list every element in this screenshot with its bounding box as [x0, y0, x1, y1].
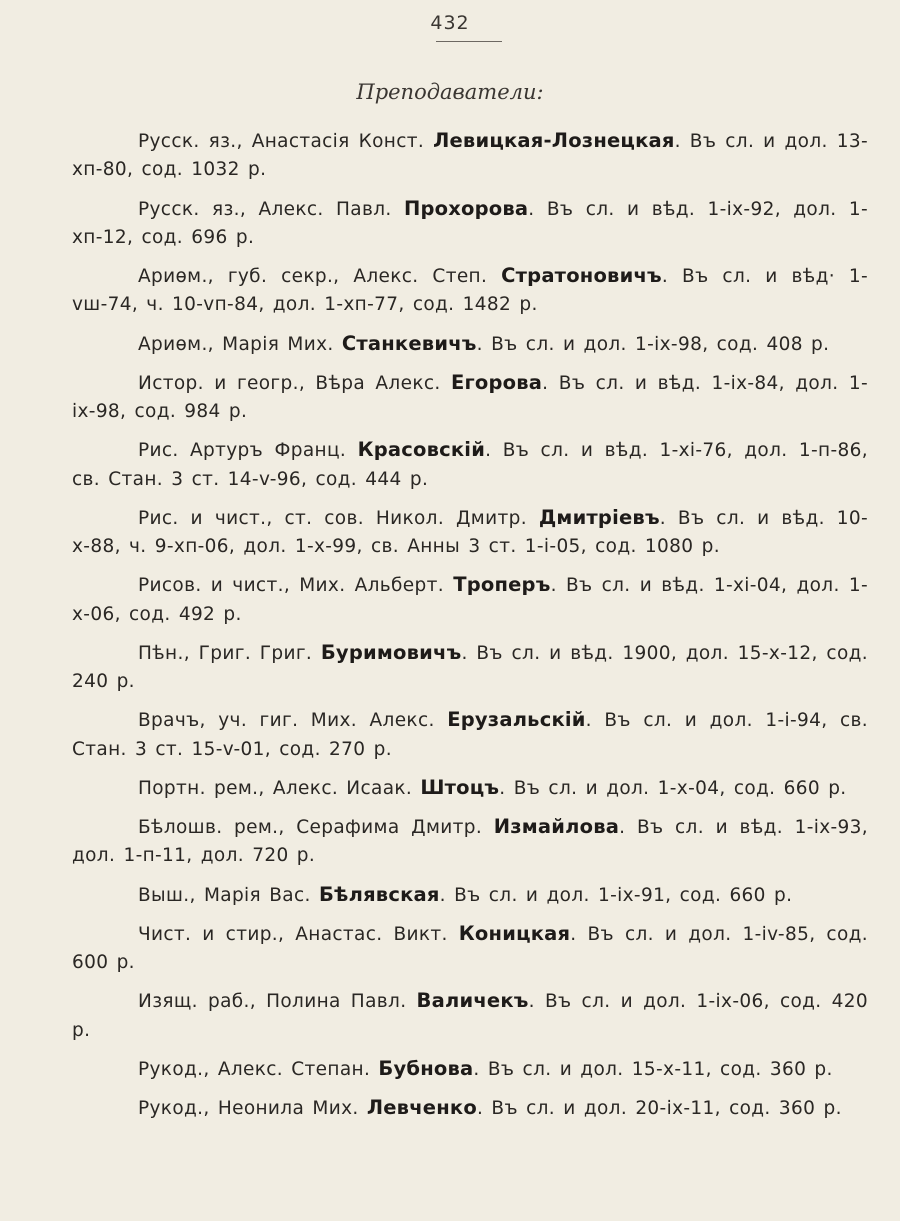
staff-entry [72, 195, 868, 252]
entry-surname: Дмитріевъ [538, 505, 660, 529]
entry-details: . Въ сл. и дол. 1-іх-98, сод. 408 р. [476, 333, 830, 355]
entry-surname: Коницкая [458, 921, 571, 945]
staff-entry [72, 504, 868, 561]
entry-surname: Станкевичъ [341, 331, 477, 355]
entry-details: . Въ сл. и дол. 13-хп-80, сод. 1032 р. [72, 131, 868, 181]
entry-details: . Въ сл. и вѣд. 1-хі-76, дол. 1-п-86, св. Стан. 3 ст. 14-v-96, сод. 444 р. [72, 440, 868, 490]
staff-entry [72, 436, 868, 493]
entry-description: Рис. Артуръ Франц. [138, 440, 347, 462]
section-heading: Преподаватели: [356, 80, 544, 104]
entry-description: Рис. и чист., ст. сов. Никол. Дмитр. [138, 507, 527, 529]
staff-entry [72, 774, 868, 803]
entry-description: Ариѳм., Марія Мих. [138, 333, 334, 355]
entry-details: . Въ сл. и вѣд· 1-vш-74, ч. 10-vп-84, дол. 1-хп-77, сод. 1482 р. [72, 266, 869, 316]
entry-surname: Буримовичъ [320, 640, 462, 664]
entry-description: Истор. и геогр., Вѣра Алекс. [138, 372, 441, 394]
entry-details: . Въ сл. и дол. 1-іv-85, сод. 600 р. [72, 923, 868, 974]
entry-details: . Въ сл. и вѣд. 1-хі-04, дол. 1-х-06, сод. 492 р. [72, 575, 869, 625]
staff-entry [72, 639, 868, 696]
entry-surname: Троперъ [453, 573, 551, 597]
entry-surname: Левченко [366, 1096, 477, 1120]
entry-details: . Въ сл. и вѣд. 1-іх-84, дол. 1-іх-98, сод. 984 р. [72, 372, 869, 422]
staff-entry [72, 881, 868, 910]
entry-surname: Ерузальскій [447, 708, 586, 732]
entry-description: Чист. и стир., Анастас. Викт. [138, 923, 448, 945]
staff-entry [72, 1094, 868, 1123]
entry-surname: Штоцъ [420, 775, 500, 799]
staff-entry [72, 369, 868, 426]
entry-description: Рисов. и чист., Мих. Альберт. [138, 575, 444, 597]
entry-surname: Стратоновичъ [501, 264, 662, 287]
entry-details: . Въ сл. и дол. 15-х-11, сод. 360 р. [473, 1058, 833, 1080]
entry-details: . Въ сл. и вѣд. 1-іх-93, дол. 1-п-11, дол. 720 р. [72, 817, 869, 867]
entry-surname: Прохорова [403, 196, 529, 220]
entry-description: Бѣлошв. рем., Серафима Дмитр. [138, 817, 483, 839]
entry-details: . Въ сл. и вѣд. 10-х-88, ч. 9-хп-06, дол. 1-х-99, св. Анны 3 ст. 1-і-05, сод. 1080 р. [72, 507, 868, 557]
entry-surname: Егорова [451, 370, 543, 394]
entry-description: Выш., Марія Вас. [138, 884, 311, 906]
staff-entry [72, 127, 868, 184]
entry-description: Пѣн., Григ. Григ. [138, 642, 313, 664]
entry-description: Рукод., Неонила Мих. [138, 1098, 359, 1120]
page-number: 432 [430, 12, 470, 34]
entry-surname: Бѣлявская [318, 882, 440, 906]
staff-entry [72, 571, 868, 628]
entry-details: . Въ сл. и дол. 1-х-04, сод. 660 р. [499, 777, 847, 799]
staff-entry [72, 987, 868, 1044]
entry-description: Портн. рем., Алекс. Исаак. [138, 777, 413, 799]
entry-surname: Валичекъ [416, 989, 529, 1013]
page-number-rule [436, 41, 502, 42]
entry-description: Ариѳм., губ. секр., Алекс. Степ. [138, 266, 488, 287]
staff-entry [72, 920, 868, 977]
entry-description: Рукод., Алекс. Степан. [138, 1058, 371, 1080]
entry-details: . Въ сл. и вѣд. 1900, дол. 15-х-12, сод. 240 р. [72, 642, 868, 692]
entry-surname: Измайлова [493, 815, 620, 839]
entry-details: . Въ сл. и вѣд. 1-іх-92, дол. 1-хп-12, сод. 696 р. [72, 198, 869, 248]
entry-details: . Въ сл. и дол. 20-іх-11, сод. 360 р. [476, 1098, 842, 1120]
staff-entry [72, 262, 868, 319]
entry-details: . Въ сл. и дол. 1-іх-06, сод. 420 р. [72, 991, 868, 1041]
staff-entry [72, 706, 868, 763]
entry-surname: Левицкая-Лознецкая [433, 129, 675, 152]
staff-entry [72, 330, 868, 359]
entry-description: Врачъ, уч. гиг. Мих. Алекс. [138, 710, 435, 732]
entry-details: . Въ сл. и дол. 1-іх-91, сод. 660 р. [439, 884, 793, 906]
entry-surname: Красовскій [357, 438, 486, 462]
entry-description: Русск. яз., Анастасія Конст. [138, 131, 425, 152]
staff-entry [72, 813, 868, 870]
entry-details: . Въ сл. и дол. 1-і-94, св. Стан. 3 ст. 15-v-01, сод. 270 р. [72, 710, 868, 760]
entry-description: Изящ. раб., Полина Павл. [138, 991, 407, 1013]
entry-surname: Бубнова [378, 1056, 474, 1080]
staff-entry [72, 1055, 868, 1084]
entry-description: Русск. яз., Алекс. Павл. [138, 198, 392, 220]
staff-list [72, 127, 868, 1133]
